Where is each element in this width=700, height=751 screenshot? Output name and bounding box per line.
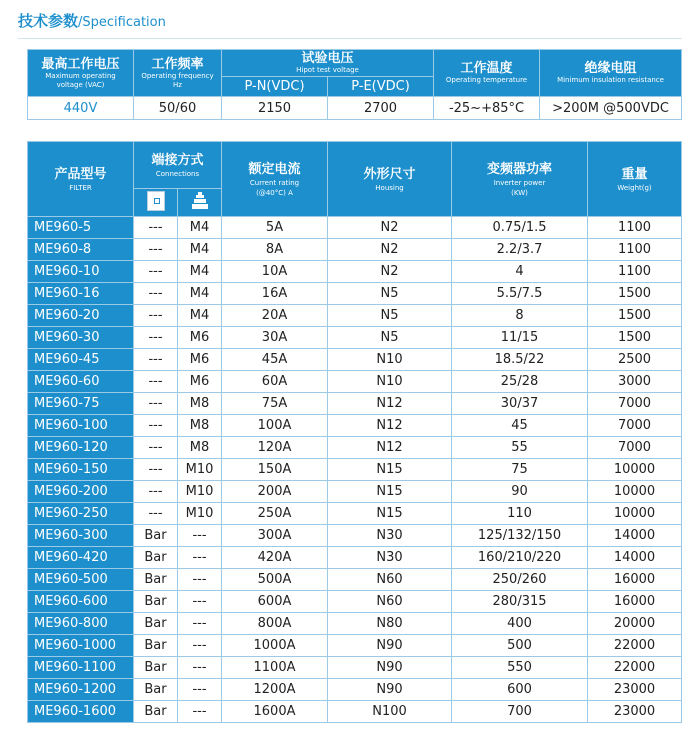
- cell-housing: N15: [328, 459, 452, 481]
- cell-power: 0.75/1.5: [452, 217, 588, 239]
- cell-model: ME960-45: [28, 349, 134, 371]
- cell-model: ME960-1000: [28, 635, 134, 657]
- cell-current: 75A: [222, 393, 328, 415]
- cell-current: 120A: [222, 437, 328, 459]
- cell-power: 4: [452, 261, 588, 283]
- cell-power: 110: [452, 503, 588, 525]
- cell-housing: N10: [328, 371, 452, 393]
- cell-current: 1200A: [222, 679, 328, 701]
- cell-weight: 10000: [588, 503, 682, 525]
- cell-housing: N100: [328, 701, 452, 723]
- cell-power: 160/210/220: [452, 547, 588, 569]
- cell-conn-screw: M4: [178, 217, 222, 239]
- table-row: [28, 657, 682, 679]
- cell-conn-screw: M6: [178, 327, 222, 349]
- cell-weight: 1500: [588, 305, 682, 327]
- cell-current: 150A: [222, 459, 328, 481]
- cell-model: ME960-10: [28, 261, 134, 283]
- cell-power: 18.5/22: [452, 349, 588, 371]
- cell-current: 600A: [222, 591, 328, 613]
- cell-power: 280/315: [452, 591, 588, 613]
- cell-conn-screw: M10: [178, 459, 222, 481]
- cell-conn-box: Bar: [134, 635, 178, 657]
- cell-conn-screw: ---: [178, 635, 222, 657]
- cell-conn-box: ---: [134, 283, 178, 305]
- cell-model: ME960-150: [28, 459, 134, 481]
- spec-subheader-pn: P-N(VDC): [222, 77, 328, 97]
- cell-current: 1600A: [222, 701, 328, 723]
- cell-housing: N15: [328, 481, 452, 503]
- cell-weight: 1500: [588, 327, 682, 349]
- cell-model: ME960-100: [28, 415, 134, 437]
- cell-housing: N90: [328, 657, 452, 679]
- cell-model: ME960-30: [28, 327, 134, 349]
- cell-current: 500A: [222, 569, 328, 591]
- cell-current: 800A: [222, 613, 328, 635]
- table-row: [28, 437, 682, 459]
- cell-conn-box: ---: [134, 437, 178, 459]
- table-row: [28, 525, 682, 547]
- table-row: [28, 569, 682, 591]
- table-row: [28, 349, 682, 371]
- spec-header-hipot: 试验电压 Hipot test voltage: [222, 50, 434, 77]
- cell-housing: N90: [328, 635, 452, 657]
- cell-weight: 10000: [588, 481, 682, 503]
- cell-model: ME960-75: [28, 393, 134, 415]
- cell-current: 20A: [222, 305, 328, 327]
- cell-model: ME960-1100: [28, 657, 134, 679]
- cell-conn-box: ---: [134, 481, 178, 503]
- cell-model: ME960-8: [28, 239, 134, 261]
- cell-conn-box: Bar: [134, 591, 178, 613]
- cell-conn-screw: ---: [178, 613, 222, 635]
- cell-current: 10A: [222, 261, 328, 283]
- cell-housing: N12: [328, 415, 452, 437]
- cell-model: ME960-800: [28, 613, 134, 635]
- cell-housing: N60: [328, 569, 452, 591]
- cell-conn-screw: ---: [178, 701, 222, 723]
- cell-conn-screw: M10: [178, 503, 222, 525]
- cell-conn-screw: ---: [178, 525, 222, 547]
- cell-housing: N12: [328, 437, 452, 459]
- table-row: [28, 327, 682, 349]
- spec-value-frequency: 50/60: [134, 97, 222, 120]
- cell-current: 1100A: [222, 657, 328, 679]
- cell-conn-box: ---: [134, 349, 178, 371]
- cell-weight: 14000: [588, 547, 682, 569]
- cell-conn-box: Bar: [134, 701, 178, 723]
- spec-header-voltage: 最高工作电压 Maximum operating voltage (VAC): [28, 50, 134, 97]
- cell-conn-screw: M4: [178, 261, 222, 283]
- cell-housing: N80: [328, 613, 452, 635]
- cell-conn-screw: ---: [178, 569, 222, 591]
- cell-power: 25/28: [452, 371, 588, 393]
- table-row: [28, 679, 682, 701]
- page-title: [18, 10, 166, 34]
- cell-weight: 22000: [588, 635, 682, 657]
- cell-housing: N30: [328, 525, 452, 547]
- cell-model: ME960-1200: [28, 679, 134, 701]
- cell-housing: N30: [328, 547, 452, 569]
- cell-conn-box: Bar: [134, 569, 178, 591]
- cell-conn-screw: M4: [178, 305, 222, 327]
- cell-conn-box: ---: [134, 261, 178, 283]
- cell-weight: 1500: [588, 283, 682, 305]
- spec-value-insulation: >200M @500VDC: [540, 97, 682, 120]
- cell-weight: 1100: [588, 217, 682, 239]
- cell-conn-box: Bar: [134, 547, 178, 569]
- cell-model: ME960-500: [28, 569, 134, 591]
- cell-current: 60A: [222, 371, 328, 393]
- header-weight: 重量 Weight(g): [588, 142, 682, 217]
- cell-housing: N2: [328, 239, 452, 261]
- title-cn: 技术参数: [18, 12, 79, 30]
- table-row: [28, 371, 682, 393]
- cell-housing: N12: [328, 393, 452, 415]
- cell-power: 500: [452, 635, 588, 657]
- spec-value-pe: 2700: [328, 97, 434, 120]
- cell-weight: 3000: [588, 371, 682, 393]
- cell-conn-box: Bar: [134, 613, 178, 635]
- cell-conn-box: Bar: [134, 679, 178, 701]
- table-row: [28, 261, 682, 283]
- cell-power: 30/37: [452, 393, 588, 415]
- header-power: 变频器功率 Inverter power (KW): [452, 142, 588, 217]
- header-current: 额定电流 Current rating (@40°C) A: [222, 142, 328, 217]
- cell-weight: 23000: [588, 679, 682, 701]
- spec-header-temperature: 工作温度 Operating temperature: [434, 50, 540, 97]
- cell-current: 16A: [222, 283, 328, 305]
- cell-current: 1000A: [222, 635, 328, 657]
- table-row: [28, 283, 682, 305]
- cell-model: ME960-1600: [28, 701, 134, 723]
- cell-housing: N5: [328, 305, 452, 327]
- cell-power: 125/132/150: [452, 525, 588, 547]
- cell-current: 420A: [222, 547, 328, 569]
- cell-housing: N5: [328, 327, 452, 349]
- cell-power: 400: [452, 613, 588, 635]
- cell-power: 250/260: [452, 569, 588, 591]
- spec-value-temperature: -25~+85°C: [434, 97, 540, 120]
- cell-conn-screw: M8: [178, 437, 222, 459]
- cell-power: 55: [452, 437, 588, 459]
- cell-conn-box: ---: [134, 217, 178, 239]
- cell-model: ME960-250: [28, 503, 134, 525]
- spec-value-pn: 2150: [222, 97, 328, 120]
- spec-header-insulation: 绝缘电阻 Minimum insulation resistance: [540, 50, 682, 97]
- cell-weight: 16000: [588, 591, 682, 613]
- cell-housing: N2: [328, 261, 452, 283]
- cell-conn-box: ---: [134, 503, 178, 525]
- cell-weight: 1100: [588, 239, 682, 261]
- cell-weight: 2500: [588, 349, 682, 371]
- cell-weight: 14000: [588, 525, 682, 547]
- screw-terminal-icon: [178, 189, 222, 217]
- spec-value-voltage: 440V: [28, 97, 134, 120]
- title-divider: [18, 38, 682, 39]
- cell-model: ME960-420: [28, 547, 134, 569]
- cell-conn-box: ---: [134, 459, 178, 481]
- cell-conn-screw: M6: [178, 349, 222, 371]
- cell-current: 250A: [222, 503, 328, 525]
- table-row: [28, 547, 682, 569]
- cell-model: ME960-300: [28, 525, 134, 547]
- cell-conn-screw: ---: [178, 547, 222, 569]
- cell-model: ME960-60: [28, 371, 134, 393]
- table-row: [28, 591, 682, 613]
- cell-conn-box: ---: [134, 305, 178, 327]
- spec-values-row: [28, 97, 682, 120]
- header-model: 产品型号 FILTER: [28, 142, 134, 217]
- header-housing: 外形尺寸 Housing: [328, 142, 452, 217]
- cell-conn-screw: M4: [178, 239, 222, 261]
- cell-weight: 22000: [588, 657, 682, 679]
- cell-power: 8: [452, 305, 588, 327]
- cell-current: 30A: [222, 327, 328, 349]
- cell-model: ME960-5: [28, 217, 134, 239]
- cell-power: 45: [452, 415, 588, 437]
- cell-model: ME960-600: [28, 591, 134, 613]
- cell-conn-box: Bar: [134, 525, 178, 547]
- cell-current: 45A: [222, 349, 328, 371]
- table-row: [28, 701, 682, 723]
- table-row: [28, 635, 682, 657]
- cell-weight: 7000: [588, 415, 682, 437]
- cell-conn-screw: ---: [178, 591, 222, 613]
- cell-conn-screw: M4: [178, 283, 222, 305]
- cell-conn-box: ---: [134, 327, 178, 349]
- cell-conn-box: ---: [134, 415, 178, 437]
- cell-conn-box: ---: [134, 239, 178, 261]
- cell-weight: 7000: [588, 393, 682, 415]
- cell-current: 8A: [222, 239, 328, 261]
- cell-current: 5A: [222, 217, 328, 239]
- cell-housing: N60: [328, 591, 452, 613]
- cell-model: ME960-200: [28, 481, 134, 503]
- cell-power: 11/15: [452, 327, 588, 349]
- table-row: [28, 415, 682, 437]
- cell-housing: N10: [328, 349, 452, 371]
- title-en: /Specification: [78, 15, 166, 30]
- cell-conn-screw: M8: [178, 393, 222, 415]
- cell-conn-screw: M6: [178, 371, 222, 393]
- cell-housing: N90: [328, 679, 452, 701]
- table-row: [28, 217, 682, 239]
- cell-weight: 23000: [588, 701, 682, 723]
- cell-model: ME960-120: [28, 437, 134, 459]
- table-row: [28, 239, 682, 261]
- cell-conn-screw: ---: [178, 657, 222, 679]
- table-row: [28, 459, 682, 481]
- table-row: [28, 393, 682, 415]
- cell-housing: N2: [328, 217, 452, 239]
- cell-weight: 7000: [588, 437, 682, 459]
- cell-conn-screw: M8: [178, 415, 222, 437]
- cell-conn-screw: ---: [178, 679, 222, 701]
- cell-model: ME960-20: [28, 305, 134, 327]
- cell-conn-screw: M10: [178, 481, 222, 503]
- cell-power: 700: [452, 701, 588, 723]
- header-connections: 端接方式 Connections: [134, 142, 222, 189]
- filter-table: [27, 141, 682, 723]
- spec-subheader-pe: P-E(VDC): [328, 77, 434, 97]
- cell-conn-box: ---: [134, 393, 178, 415]
- cell-power: 600: [452, 679, 588, 701]
- table-row: [28, 613, 682, 635]
- spec-table: [27, 49, 682, 120]
- box-terminal-icon: [134, 189, 178, 217]
- cell-weight: 10000: [588, 459, 682, 481]
- table-row: [28, 305, 682, 327]
- spec-header-frequency: 工作频率 Operating frequency Hz: [134, 50, 222, 97]
- cell-power: 550: [452, 657, 588, 679]
- cell-weight: 16000: [588, 569, 682, 591]
- cell-current: 100A: [222, 415, 328, 437]
- cell-weight: 20000: [588, 613, 682, 635]
- cell-power: 5.5/7.5: [452, 283, 588, 305]
- cell-current: 200A: [222, 481, 328, 503]
- cell-conn-box: ---: [134, 371, 178, 393]
- cell-power: 2.2/3.7: [452, 239, 588, 261]
- cell-current: 300A: [222, 525, 328, 547]
- cell-housing: N5: [328, 283, 452, 305]
- cell-model: ME960-16: [28, 283, 134, 305]
- table-row: [28, 503, 682, 525]
- table-row: [28, 481, 682, 503]
- cell-power: 90: [452, 481, 588, 503]
- cell-power: 75: [452, 459, 588, 481]
- cell-housing: N15: [328, 503, 452, 525]
- cell-conn-box: Bar: [134, 657, 178, 679]
- cell-weight: 1100: [588, 261, 682, 283]
